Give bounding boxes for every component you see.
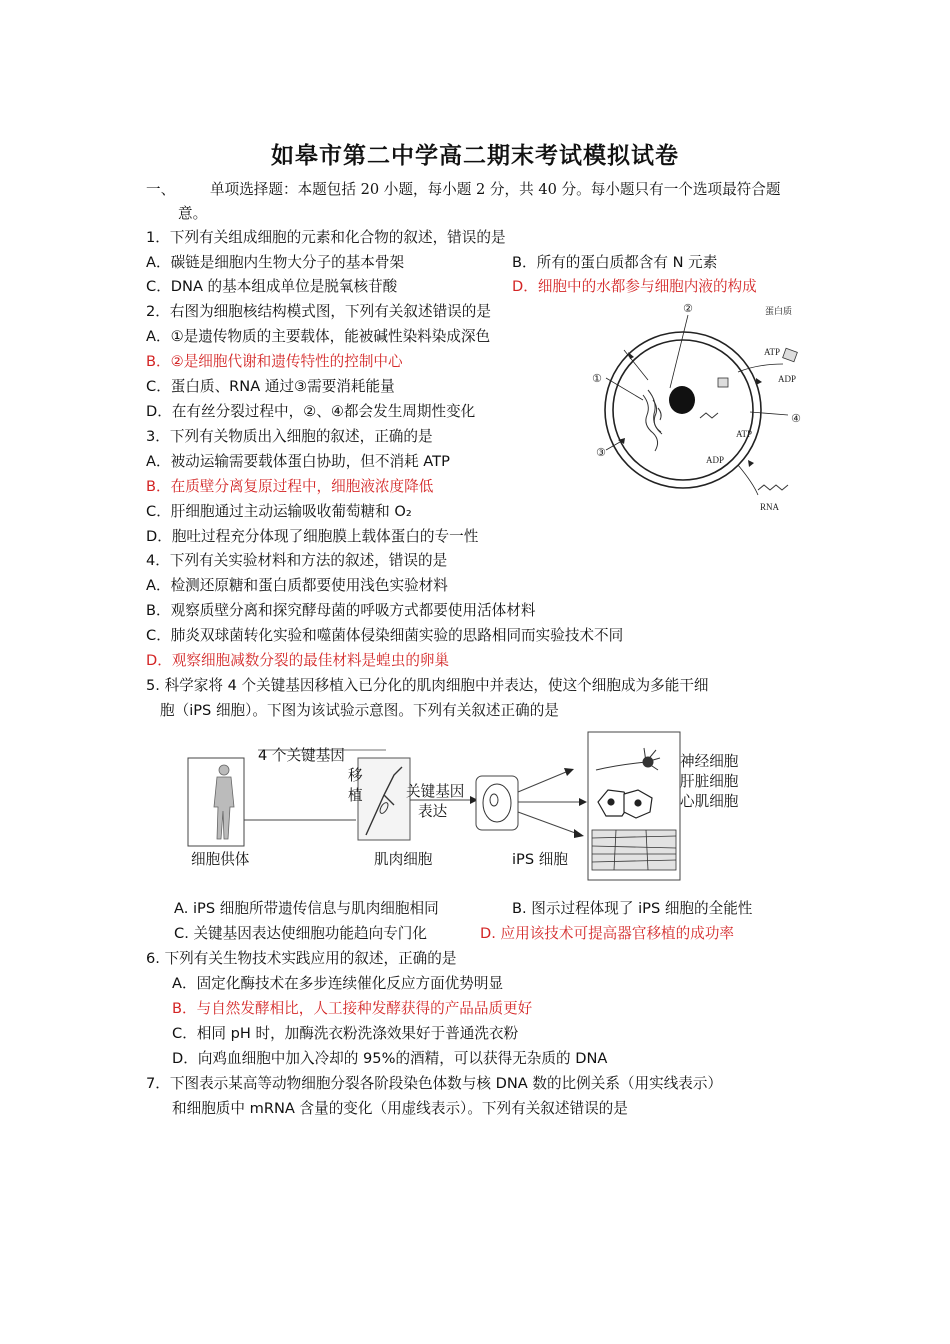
q3-option-a: A．被动运输需要载体蛋白协助，但不消耗 ATP	[146, 453, 450, 470]
label-adp-2: ADP	[706, 455, 725, 465]
q5-option-b: B. 图示过程体现了 iPS 细胞的全能性	[512, 900, 753, 917]
section-instructions-cont: 意。	[178, 205, 208, 222]
q5-option-c: C. 关键基因表达使细胞功能趋向专门化	[174, 925, 427, 942]
label-liver-cell: 肝脏细胞	[680, 773, 739, 790]
q2-option-b-answer: B．②是细胞代谢和遗传特性的控制中心	[146, 353, 403, 370]
label-muscle-cell: 肌肉细胞	[374, 851, 433, 868]
page-title: 如皋市第二中学高二期末考试模拟试卷	[271, 142, 679, 169]
q4-option-a: A．检测还原糖和蛋白质都要使用浅色实验材料	[146, 577, 448, 594]
marker-4: ④	[791, 412, 801, 425]
label-adp-1: ADP	[778, 374, 797, 384]
q5-stem-cont: 胞（iPS 细胞）。下图为该试验示意图。下列有关叙述正确的是	[160, 702, 559, 719]
label-four-genes: 4 个关键基因	[258, 747, 345, 764]
q6-stem: 6. 下列有关生物技术实践应用的叙述，正确的是	[146, 950, 457, 967]
chromatin	[643, 390, 662, 451]
marker-1: ①	[592, 372, 602, 385]
label-donor: 细胞供体	[191, 851, 250, 868]
q1-option-d-answer: D．细胞中的水都参与细胞内液的构成	[512, 278, 757, 295]
q2-option-d: D．在有丝分裂过程中，②、④都会发生周期性变化	[146, 403, 476, 420]
heart-muscle-icon	[592, 830, 676, 870]
nuclear-pore	[748, 460, 754, 467]
q7-stem-cont: 和细胞质中 mRNA 含量的变化（用虚线表示）。下列有关叙述错误的是	[172, 1100, 628, 1117]
ips-experiment-diagram	[186, 730, 786, 885]
q1-option-a: A．碳链是细胞内生物大分子的基本骨架	[146, 254, 405, 271]
label-protein: 蛋白质	[765, 306, 793, 316]
label-atp-2: ATP	[736, 429, 753, 439]
section-instructions: 单项选择题：本题包括 20 小题，每小题 2 分，共 40 分。每小题只有一个选项最符合题	[210, 181, 781, 198]
q4-option-d-answer: D．观察细胞减数分裂的最佳材料是蝗虫的卵巢	[146, 652, 450, 669]
label-transplant-1: 移	[348, 767, 363, 784]
q2-option-c: C．蛋白质、RNA 通过③需要消耗能量	[146, 378, 395, 395]
section-number: 一、	[146, 181, 176, 198]
q5-stem: 5. 科学家将 4 个关键基因移植入已分化的肌肉细胞中并表达，使这个细胞成为多能干细	[146, 677, 709, 694]
q4-stem: 4．下列有关实验材料和方法的叙述，错误的是	[146, 552, 448, 569]
label-heart-cell: 心肌细胞	[680, 793, 739, 810]
q5-option-a: A. iPS 细胞所带遗传信息与肌肉细胞相同	[174, 900, 439, 917]
label-rna: RNA	[760, 502, 780, 512]
label-express-2: 表达	[418, 803, 448, 820]
q1-option-c: C．DNA 的基本组成单位是脱氧核苷酸	[146, 278, 398, 295]
q2-option-a: A．①是遗传物质的主要载体，能被碱性染料染成深色	[146, 328, 491, 345]
nucleolus	[669, 386, 695, 414]
label-ips-cell: iPS 细胞	[512, 851, 568, 868]
q7-stem: 7．下图表示某高等动物细胞分裂各阶段染色体数与核 DNA 数的比例关系（用实线表示）	[146, 1075, 723, 1092]
marker-3: ③	[596, 446, 606, 459]
muscle-cell-frame	[358, 758, 410, 840]
q3-option-c: C．肝细胞通过主动运输吸收葡萄糖和 O₂	[146, 503, 412, 520]
marker-2: ②	[683, 302, 693, 315]
label-express-1: 关键基因	[406, 783, 465, 800]
q6-option-d: D．向鸡血细胞中加入冷却的 95%的酒精，可以获得无杂质的 DNA	[172, 1050, 608, 1067]
nuclear-pore	[756, 378, 762, 385]
q3-option-d: D．胞吐过程充分体现了细胞膜上载体蛋白的专一性	[146, 528, 479, 545]
label-atp-1: ATP	[764, 347, 781, 357]
label-transplant-2: 植	[348, 787, 363, 804]
q4-option-b: B．观察质壁分离和探究酵母菌的呼吸方式都要使用活体材料	[146, 602, 536, 619]
nucleus-structure-diagram	[588, 300, 818, 515]
q3-option-b-answer: B．在质壁分离复原过程中，细胞液浓度降低	[146, 478, 434, 495]
q1-stem: 1．下列有关组成细胞的元素和化合物的叙述，错误的是	[146, 229, 506, 246]
q4-option-c: C．肺炎双球菌转化实验和噬菌体侵染细菌实验的思路相同而实验技术不同	[146, 627, 624, 644]
label-neuron: 神经细胞	[680, 753, 739, 770]
q2-stem: 2．右图为细胞核结构模式图，下列有关叙述错误的是	[146, 303, 491, 320]
q6-option-a: A．固定化酶技术在多步连续催化反应方面优势明显	[172, 975, 504, 992]
q6-option-b-answer: B．与自然发酵相比，人工接种发酵获得的产品品质更好	[172, 1000, 533, 1017]
q3-stem: 3．下列有关物质出入细胞的叙述，正确的是	[146, 428, 433, 445]
q5-option-d-answer: D. 应用该技术可提高器官移植的成功率	[480, 925, 735, 942]
q6-option-c: C．相同 pH 时，加酶洗衣粉洗涤效果好于普通洗衣粉	[172, 1025, 519, 1042]
q1-option-b: B．所有的蛋白质都含有 N 元素	[512, 254, 718, 271]
